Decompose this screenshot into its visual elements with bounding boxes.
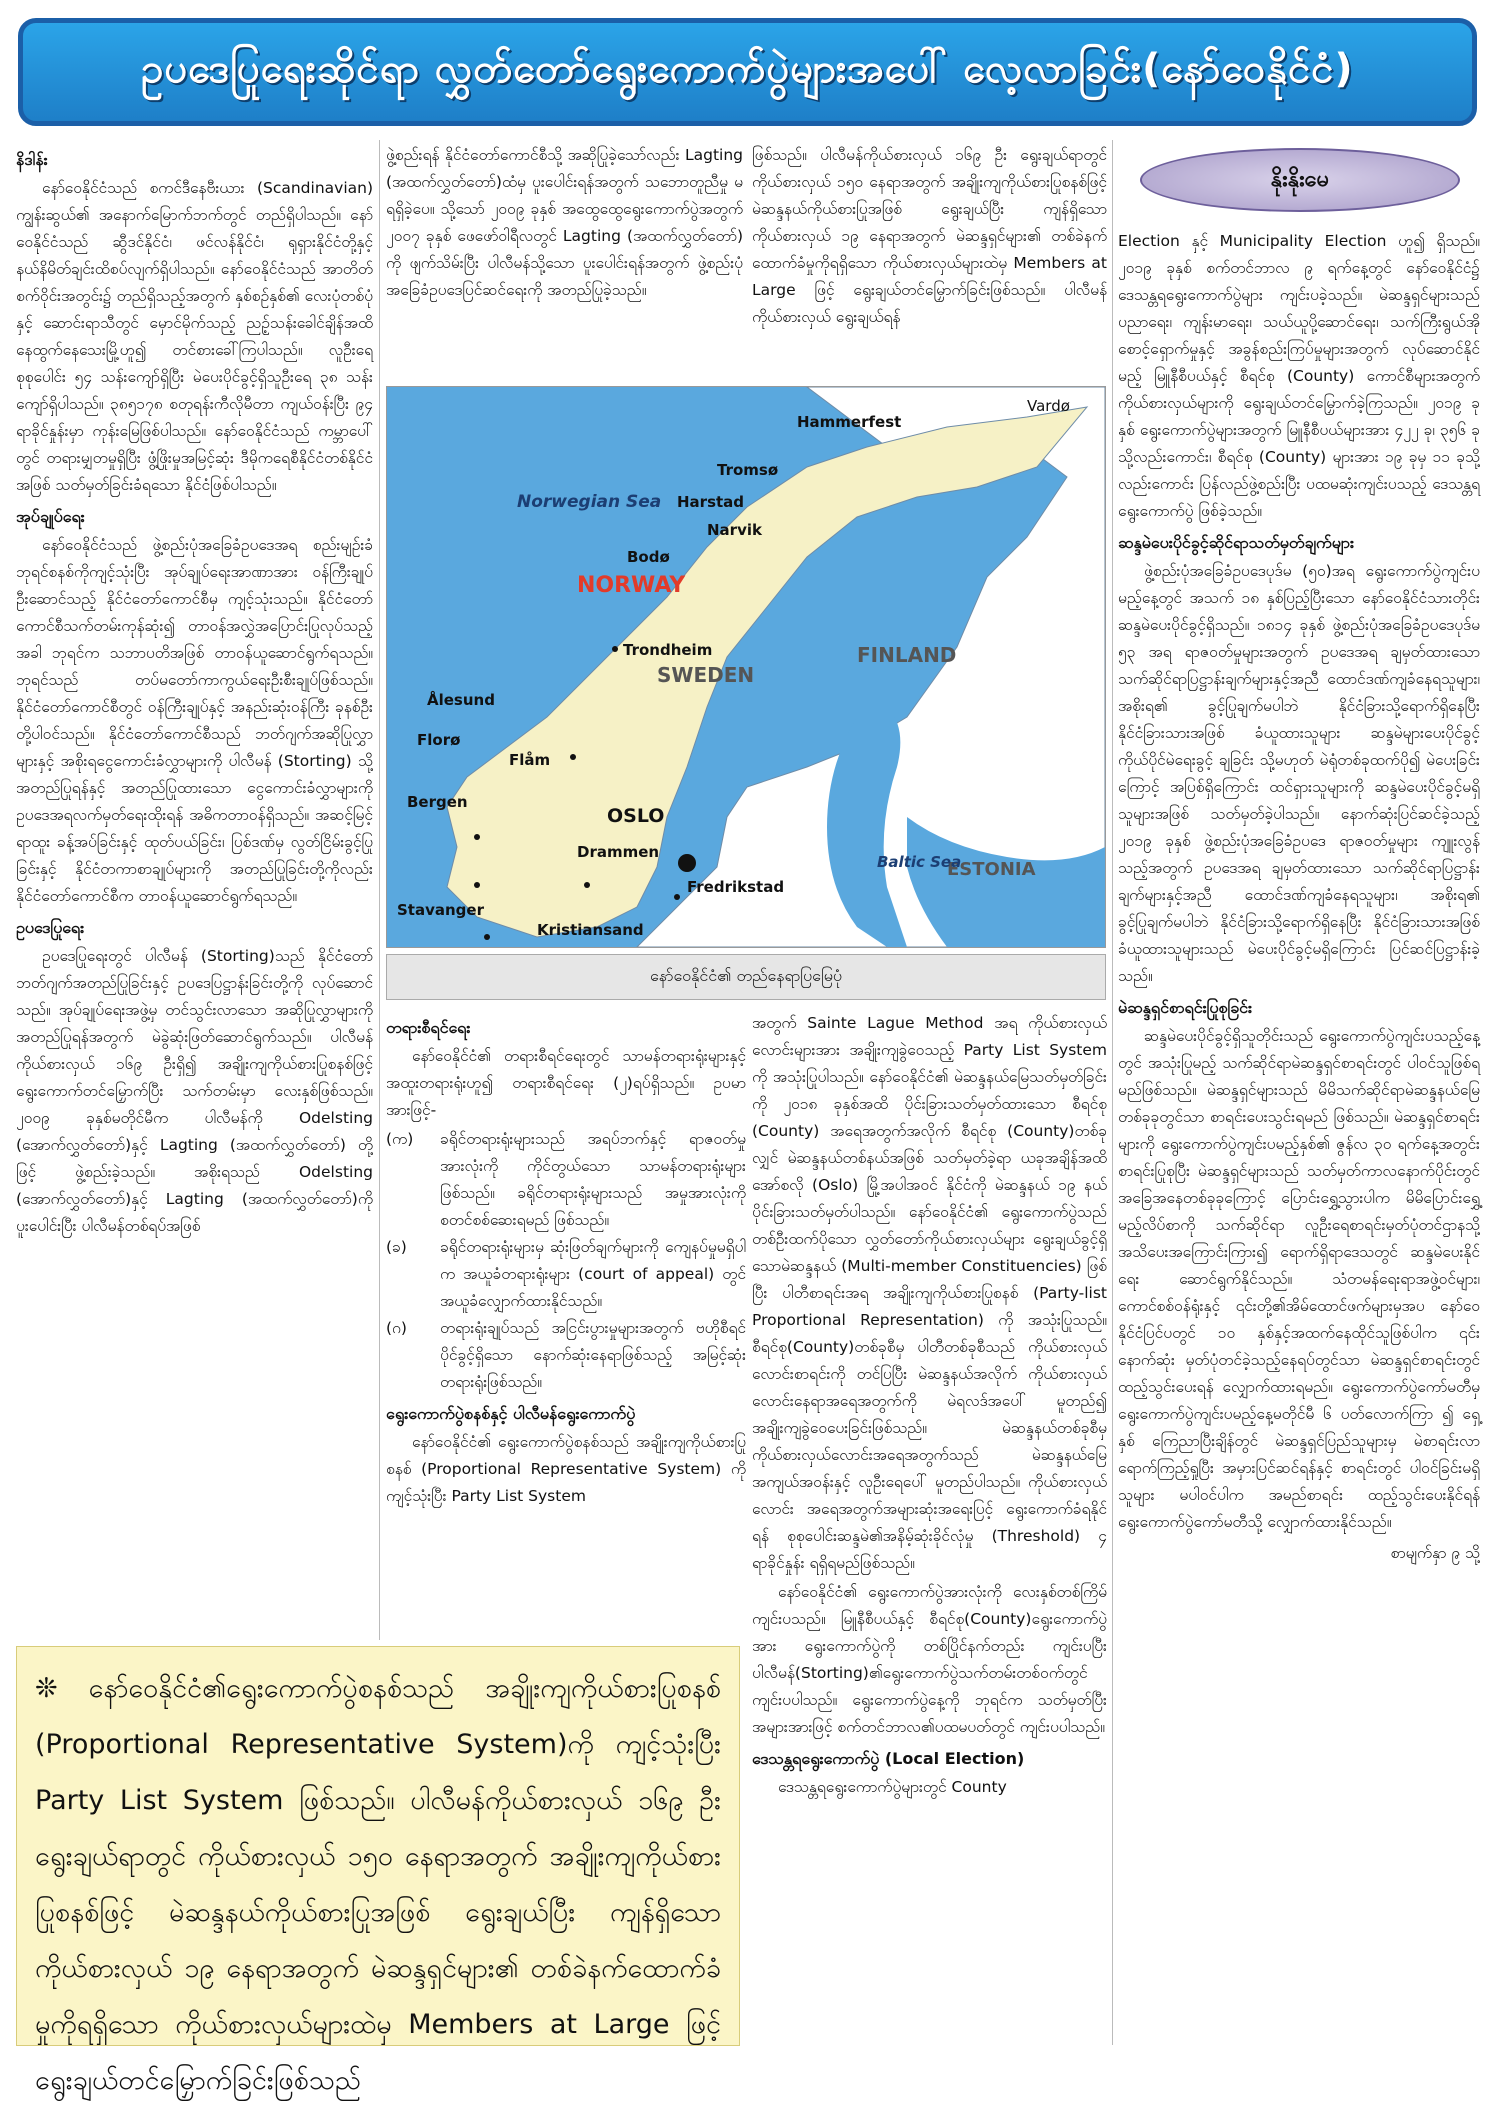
list-item — [386, 1126, 746, 1234]
paragraph: နော်ဝေနိုင်ငံ၏ တရားစီရင်ရေးတွင် သာမန်တရားရုံးများနှင့် အထူးတရားရုံးဟူ၍ တရားစီရင်ရေး (၂)ရပ်ရှိသည်။ ဥပမာအားဖြင့်- — [386, 1047, 746, 1119]
paragraph: Election နှင့် Municipality Election ဟူ၍ ရှိသည်။ ၂၀၁၉ ခုနှစ် စက်တင်ဘာလ ၉ ရက်နေ့တွင် နော်ဝေနိုင်ငံ၌ ဒေသန္တရရွေးကောက်ပွဲများ ကျင်းပခဲ့သည်။ မဲဆန္ဒရှင်များသည် ပညာရေး၊ ကျန်းမာရေး၊ သယ်ယူပို့ဆောင်ရေး၊ သက်ကြီးရွယ်အိုစောင့်ရှောက်မှုနှင့် အခွန်စည်းကြပ်မှုများအတွက် လုပ်ဆောင်နိုင်မည့် မြူနီစီပယ်နှင့် စီရင်စု (County) ကောင်စီများအတွက် ကိုယ်စားလှယ်များကို ရွေးချယ်တင်မြှောက်ခဲ့ကြသည်။ ၂၀၁၉ ခုနှစ် ရွေးကောက်ပွဲများအတွက် မြူနီစီပယ်များအား ၄၂၂ ခု၊ ၃၅၆ ခုသို့လည်းကောင်း၊ စီရင်စု (County) များအား ၁၉ ခုမှ ၁၁ ခုသို့လည်းကောင်း ပြန်လည်ဖွဲ့စည်းပြီး ပထမဆုံးကျင်းပသည့် ဒေသန္တရရွေးကောက်ပွဲ ဖြစ်ခဲ့သည်။ — [1118, 232, 1480, 520]
section-heading-legislature: ဥပဒေပြုရေး — [16, 918, 85, 937]
map-oslo-marker — [678, 854, 696, 872]
map-label-bodo: Bodø — [627, 548, 670, 566]
section-heading-background: နိဒါန်း — [16, 150, 48, 169]
column-divider — [1112, 140, 1113, 2045]
paragraph: နော်ဝေနိုင်ငံ၏ ရွေးကောက်ပွဲအားလုံးကို လေးနှစ်တစ်ကြိမ် ကျင်းပသည်။ မြူနီစီပယ်နှင့် စီရင်စု(County)ရွေးကောက်ပွဲအား ရွေးကောက်ပွဲကို တစ်ပြိုင်နက်တည်း ကျင်းပပြီး ပါလီမန်(Storting)၏ရွေးကောက်ပွဲသက်တမ်းတစ်ဝက်တွင် ကျင်းပပါသည်။ ရွေးကောက်ပွဲနေ့ကို ဘုရင်က သတ်မှတ်ပြီး အများအားဖြင့် စက်တင်ဘာလ၏ပထမပတ်တွင် ကျင်းပပါသည်။ — [752, 1583, 1107, 1736]
map-label-trondheim: Trondheim — [623, 641, 713, 659]
column-2-bottom — [386, 1010, 746, 1512]
map-label-norwegian-sea: Norwegian Sea — [517, 492, 662, 512]
section-heading-electoral-system: ရွေးကောက်ပွဲစနစ်နှင့် ပါလီမန်ရွေးကောက်ပွဲ — [386, 1404, 636, 1423]
paragraph: အတွက် Sainte Lague Method အရ ကိုယ်စားလှယ်လောင်းများအား အချိုးကျခွဲဝေသည့် Party List System ကို အသုံးပြုပါသည်။ နော်ဝေနိုင်ငံ၏ မဲဆန္ဒနယ်မြေသတ်မှတ်ခြင်းကို ၂၀၁၈ ခုနှစ်အထိ ပိုင်းခြားသတ်မှတ်ထားသော စီရင်စု (County) အရေအတွက်အလိုက် စီရင်စု (County)တစ်ခုလျှင် မဲဆန္ဒနယ်တစ်နယ်အဖြစ် သတ်မှတ်ခဲ့ရာ ယခုအချိန်အထိ အော်စလို (Oslo) မြို့အပါအဝင် နိုင်ငံကို မဲဆန္ဒနယ် ၁၉ နယ် ပိုင်းခြားသတ်မှတ်ပါသည်။ နော်ဝေနိုင်ငံ၏ ရွေးကောက်ပွဲသည် တစ်ဦးထက်ပိုသော လွှတ်တော်ကိုယ်စားလှယ်များ ရွေးချယ်ခွင့်ရှိသောမဲဆန္ဒနယ် (Multi-member Constituencies) ဖြစ်ပြီး ပါတီစာရင်းအရ အချိုးကျကိုယ်စားပြုစနစ် (Party-list Proportional Representation) ကို အသုံးပြုသည်။ စီရင်စု(County)တစ်ခုစီမှ ပါတီတစ်ခုစီသည် ကိုယ်စားလှယ်လောင်းစာရင်းကို တင်ပြပြီး မဲဆန္ဒနယ်အလိုက် ကိုယ်စားလှယ်လောင်းနေရာအရေအတွက်ကို မဲရလဒ်အပေါ် မူတည်၍ အချိုးကျခွဲဝေပေးခြင်းဖြစ်သည်။ မဲဆန္ဒနယ်တစ်ခုစီမှ ကိုယ်စားလှယ်လောင်းအရေအတွက်သည် မဲဆန္ဒနယ်မြေအကျယ်အဝန်းနှင့် လူဦးရေပေါ် မူတည်ပါသည်။ ကိုယ်စားလှယ်လောင်း အရေအတွက်အများဆုံးအရေးပြင့် ရွေးကောက်ခံရနိုင်ရန် စုစုပေါင်းဆန္ဒမဲ၏အနိမ့်ဆုံးခိုင်လုံမှု (Threshold) ၄ ရာခိုင်နှုန်း ရရှိရမည်ဖြစ်သည်။ — [752, 1014, 1107, 1572]
map-city-dot — [612, 646, 618, 652]
list-item — [386, 1315, 746, 1396]
map-label-flam: Flåm — [509, 751, 551, 769]
map-label-estonia: ESTONIA — [947, 859, 1036, 880]
map-city-dot — [484, 934, 490, 940]
list-item-text: ခရိုင်တရားရုံးများသည် အရပ်ဘက်နှင့် ရာဇဝတ်မှုအားလုံးကို ကိုင်တွယ်သော သာမန်တရားရုံးများဖြစ်သည်။ ခရိုင်တရားရုံးများသည် အမှုအားလုံးကို စတင်စစ်ဆေးရမည် ဖြစ်သည်။ — [440, 1130, 746, 1229]
map-label-tromso: Tromsø — [717, 461, 779, 479]
author-byline: နိုးနိုးမေ — [1140, 148, 1460, 212]
headline-title: ဥပဒေပြုရေးဆိုင်ရာ လွှတ်တော်ရွေးကောက်ပွဲများအပေါ် လေ့လာခြင်း(နော်ဝေနိုင်ငံ) — [141, 45, 1354, 92]
paragraph: ဆန္ဒမဲပေးပိုင်ခွင့်ရှိသူတိုင်းသည် ရွေးကောက်ပွဲကျင်းပသည့်နေ့တွင် အသုံးပြုမည့် သက်ဆိုင်ရာမဲဆန္ဒရှင်စာရင်းတွင် ပါဝင်သူဖြစ်ရမည်ဖြစ်သည်။ မဲဆန္ဒရှင်များသည် မိမိသက်ဆိုင်ရာမဲဆန္ဒနယ်မြေတစ်ခုခုတွင်သာ စာရင်းပေးသွင်းရမည် ဖြစ်သည်။ မဲဆန္ဒရှင်စာရင်းများကို ရွေးကောက်ပွဲကျင်းပမည့်နှစ်၏ ဇွန်လ ၃၀ ရက်နေ့အတွင်း စာရင်းပြုစုပြီး မဲဆန္ဒရှင်များသည် သတ်မှတ်ကာလနောက်ပိုင်းတွင် အခြေအနေတစ်ခုခုကြောင့် ပြောင်းရွှေ့သွားပါက မိမိပြောင်းရွှေ့မည့်လိပ်စာကို သက်ဆိုင်ရာ လူဦးရေစာရင်းမှတ်ပုံတင်ဌာနသို့ အသိပေးအကြောင်းကြား၍ ရောက်ရှိရာဒေသတွင် ဆန္ဒမဲပေးနိုင်ရေး ဆောင်ရွက်နိုင်သည်။ သံတမန်ရေးရာအဖွဲ့ဝင်များ၊ ကောင်စစ်ဝန်ရုံးနှင့် ၎င်းတို့၏အိမ်ထောင်ဖက်များမှအပ နော်ဝေနိုင်ငံပြင်ပတွင် ၁၀ နှစ်နှင့်အထက်နေထိုင်သူဖြစ်ပါက ၎င်းနောက်ဆုံး မှတ်ပုံတင်ခဲ့သည့်နေရပ်တွင်သာ မဲဆန္ဒရှင်စာရင်းတွင် ထည့်သွင်းပေးရန် လျှောက်ထားရမည်။ ရွေးကောက်ပွဲကော်မတီမှ ရွေးကောက်ပွဲကျင်းပမည့်နေ့မတိုင်မီ ၆ ပတ်လောက်ကြာ ၍ ရှေ့နှစ် ကြေညာပြီးချိန်တွင် မဲဆန္ဒရှင်ပြည်သူများမှ မဲစာရင်းလာရောက်ကြည့်ရှုပြီး အမှားပြင်ဆင်ရန်နှင့် စာရင်းတွင် ပါဝင်ခြင်းမရှိသူများ မပါဝင်ပါက အမည်စာရင်း ထည့်သွင်းပေးနိုင်ရန် ရွေးကောက်ပွဲကော်မတီသို့ လျှောက်ထားနိုင်သည်။ — [1118, 1027, 1480, 1531]
map-label-oslo: OSLO — [607, 805, 665, 827]
paragraph: နော်ဝေနိုင်ငံသည် စကင်ဒီနေဗီးယား (Scandinavian) ကျွန်းဆွယ်၏ အနောက်မြောက်ဘက်တွင် တည်ရှိပါသည်။ နော်ဝေနိုင်ငံသည် ဆွီဒင်နိုင်ငံ၊ ဖင်လန်နိုင်ငံ၊ ရုရှားနိုင်ငံတို့နှင့် နယ်နိမိတ်ချင်းထိစပ်လျက်ရှိပါသည်။ နော်ဝေနိုင်ငံသည် အာတိတ်စက်ဝိုင်းအတွင်း၌ တည်ရှိသည့်အတွက် နှစ်စဉ်နှစ်၏ လေးပုံတစ်ပုံ နှင့် ဆောင်းရာသီတွင် မှောင်မိုက်သည့် ညဉ့်သန်းခေါင်ချိန်အထိ နေထွက်နေသေးမြို့ဟူ၍ တင်စားခေါ်ကြပါသည်။ လူဦးရေ စုစုပေါင်း ၅၄ သန်းကျော်ရှိပြီး မဲပေးပိုင်ခွင့်ရှိသူဦးရေ ၃၈ သန်းကျော်ရှိပါသည်။ ၃၈၅၁၇၈ စတုရန်းကီလိုမီတာ ကျယ်ဝန်းပြီး ၉၄ ရာခိုင်နှုန်းမှာ ကုန်းမြေဖြစ်ပါသည်။ နော်ဝေနိုင်ငံသည် ကမ္ဘာပေါ်တွင် တရားမျှတမှုရှိပြီး ဖွံ့ဖြိုးမှုအမြင့်ဆုံး ဒီမိုကရေစီနိုင်ငံတစ်နိုင်ငံအဖြစ် သတ်မှတ်ခြင်းခံရသော နိုင်ငံဖြစ်ပါသည်။ — [16, 179, 373, 494]
map-label-finland: FINLAND — [857, 643, 957, 667]
list-item-number: (ဂ) — [386, 1319, 407, 1337]
column-1 — [16, 142, 373, 1242]
column-3-bottom — [752, 1010, 1107, 1803]
map-city-dot — [584, 882, 590, 888]
map-label-bergen: Bergen — [407, 793, 468, 811]
map-label-kristiansand: Kristiansand — [537, 921, 644, 939]
map-city-dot — [474, 834, 480, 840]
map-city-dot — [674, 894, 680, 900]
map-label-alesund: Ålesund — [427, 691, 495, 709]
map-label-stavanger: Stavanger — [397, 901, 484, 919]
column-4 — [1118, 228, 1480, 1567]
pull-quote-box — [16, 1646, 740, 2096]
section-heading-voting-rights: ဆန္ဒမဲပေးပိုင်ခွင့်ဆိုင်ရာသတ်မှတ်ချက်များ — [1118, 533, 1354, 552]
list-item-number: (က) — [386, 1130, 414, 1148]
map-label-harstad: Harstad — [677, 493, 745, 511]
map-caption: နော်ဝေနိုင်ငံ၏ တည်နေရာပြမြေပုံ — [386, 954, 1106, 1000]
headline-banner — [18, 18, 1477, 126]
norway-map — [386, 386, 1106, 948]
map-label-drammen: Drammen — [577, 843, 660, 861]
map-label-vardo: Vardø — [1027, 397, 1070, 415]
map-label-hammerfest: Hammerfest — [797, 413, 902, 431]
map-label-sweden: SWEDEN — [657, 663, 755, 687]
paragraph: နော်ဝေနိုင်ငံသည် ဖွဲ့စည်းပုံအခြေခံဥပဒေအရ စည်းမျဉ်းခံဘုရင်စနစ်ကိုကျင့်သုံးပြီး အုပ်ချုပ်ရေးအာဏာအား ဝန်ကြီးချုပ်ဦးဆောင်သည့် နိုင်ငံတော်ကောင်စီမှ ကျင့်သုံးသည်။ နိုင်ငံတော်ကောင်စီသက်တမ်းကုန်ဆုံး၍ တာဝန်အလွှဲအပြောင်းပြုလုပ်သည့်အခါ ဘုရင်က သဘာပတိအဖြစ် တာဝန်ယူဆောင်ရွက်ရသည်။ ဘုရင်သည် တပ်မတော်ကာကွယ်ရေးဦးစီးချုပ်ဖြစ်သည်။ နိုင်ငံတော်ကောင်စီတွင် ဝန်ကြီးချုပ်နှင့် အနည်းဆုံးဝန်ကြီး ခုနစ်ဦးတို့ပါဝင်သည်။ နိုင်ငံတော်ကောင်စီသည် ဘတ်ဂျက်အဆိုပြုလွှာများနှင့် အစိုးရငွေကောင်းခံလွှာများကို ပါလီမန် (Storting) သို့ အတည်ပြုရန်နှင့် အတည်ပြုထားသော ငွေကောင်းခံလွှာများကို ဥပဒေအရလက်မှတ်ရေးထိုးရန် အဓိကတာဝန်ရှိသည်။ အဆင့်မြင့်ရာထူး ခန့်အပ်ခြင်းနှင့် ထုတ်ပယ်ခြင်း၊ ပြစ်ဒဏ်မှ လွတ်ငြိမ်းခွင့်ပြုခြင်းနှင့် နိုင်ငံတကာစာချုပ်များကို အတည်ပြုခြင်းတို့ကိုလည်း နိုင်ငံတော်ကောင်စီက တာဝန်ယူဆောင်ရွက်ရသည်။ — [16, 536, 373, 905]
map-label-narvik: Narvik — [707, 521, 762, 539]
section-heading-government: အုပ်ချုပ်ရေး — [16, 507, 85, 526]
section-heading-local-election: ဒေသန္တရရွေးကောက်ပွဲ (Local Election) — [752, 1749, 1025, 1768]
section-heading-voter-registration: မဲဆန္ဒရှင်စာရင်းပြုစုခြင်း — [1118, 998, 1253, 1017]
map-city-dot — [474, 882, 480, 888]
map-label-floro: Florø — [417, 731, 461, 749]
paragraph: ဖွဲ့စည်းပုံအခြေခံဥပဒေပုဒ်မ (၅၀)အရ ရွေးကောက်ပွဲကျင်းပမည့်နေ့တွင် အသက် ၁၈ နှစ်ပြည့်ပြီးသော နော်ဝေနိုင်ငံသားတိုင်း ဆန္ဒမဲပေးပိုင်ခွင့်ရှိသည်။ ၁၈၁၄ ခုနှစ် ဖွဲ့စည်းပုံအခြေခံဥပဒေပုဒ်မ ၅၃ အရ ရာဇဝတ်မှုများအတွက် ဥပဒေအရ ချမှတ်ထားသော သက်ဆိုင်ရာပြဋ္ဌာန်းချက်များနှင့်အညီ ထောင်ဒဏ်ကျခံနေရသူများ၊ အစိုးရ၏ ခွင့်ပြုချက်မပါဘဲ နိုင်ငံခြားသို့ရောက်ရှိနေပြီး နိုင်ငံခြားသားအဖြစ် ခံယူထားသူများ ဆန္ဒမဲများပေးပိုင်ခွင့် ကိုယ်ပိုင်မဲရေးခွင့် ချခြင်း သို့မဟုတ် မဲရုံတစ်ခုထက်ပို၍ မဲပေးခြင်းကြောင့် အပြစ်ရှိကြောင်း ထင်ရှားသူများကို ဆန္ဒမဲပေးပိုင်ခွင့်မရှိသူများအဖြစ် သတ်မှတ်ခဲ့ပါသည်။ နောက်ဆုံးပြင်ဆင်ခဲ့သည့် ၂၀၁၉ ခုနှစ် ဖွဲ့စည်းပုံအခြေခံဥပဒေ ရာဇဝတ်မှုများ ကျူးလွန်သည့်အတွက် ဥပဒေအရ ချမှတ်ထားသော သက်ဆိုင်ရာပြဋ္ဌာန်းချက်များနှင့်အညီ ထောင်ဒဏ်ကျခံနေရသူများ၊ အစိုးရ၏ ခွင့်ပြုချက်မပါဘဲ နိုင်ငံခြားသို့ရောက်ရှိနေပြီး နိုင်ငံခြားသားအဖြစ် ခံယူထားသူများသည် မဲပေးပိုင်ခွင့်မရှိကြောင်း ပြင်ဆင်ပြဋ္ဌာန်းခဲ့သည်။ — [1118, 562, 1480, 985]
column-3-top — [752, 142, 1107, 333]
list-item-text: တရားရုံးချုပ်သည် အငြင်းပွားမှုများအတွက် ဗဟိုစီရင်ပိုင်ခွင့်ရှိသော နောက်ဆုံးနေရာဖြစ်သည့် အမြင့်ဆုံးတရားရုံးဖြစ်သည်။ — [440, 1319, 746, 1391]
continued-on-page: စာမျက်နှာ ၉ သို့ — [1390, 1544, 1480, 1562]
pull-quote-bullet-icon: ❊ — [35, 1673, 58, 1704]
map-label-norway: NORWAY — [577, 573, 686, 598]
paragraph: ဖြစ်သည်။ ပါလီမန်ကိုယ်စားလှယ် ၁၆၉ ဦး ရွေးချယ်ရာတွင် ကိုယ်စားလှယ် ၁၅၀ နေရာအတွက် အချိုးကျကိုယ်စားပြုစနစ်ဖြင့် မဲဆန္ဒနယ်ကိုယ်စားပြုအဖြစ် ရွေးချယ်ပြီး ကျန်ရှိသောကိုယ်စားလှယ် ၁၉ နေရာအတွက် မဲဆန္ဒရှင်များ၏ တစ်ခဲနက်ထောက်ခံမှုကိုရရှိသော ကိုယ်စားလှယ်များထဲမှ Members at Large ဖြင့် ရွေးချယ်တင်မြှောက်ခြင်းဖြစ်သည်။ ပါလီမန်ကိုယ်စားလှယ် ရွေးချယ်ရန် — [752, 146, 1107, 326]
column-2-top — [386, 142, 743, 306]
paragraph: ဖွဲ့စည်းရန် နိုင်ငံတော်ကောင်စီသို့ အဆိုပြုခဲ့သော်လည်း Lagting (အထက်လွှတ်တော်)ထံမှ ပူးပေါင်းရန်အတွက် သဘောတူညီမှု မရရှိခဲ့ပေ။ သို့သော် ၂၀၀၉ ခုနှစ် အထွေထွေရွေးကောက်ပွဲအတွက် ၂၀၀၇ ခုနှစ် ဖေဖော်ဝါရီလတွင် Lagting (အထက်လွှတ်တော်) ကို ဖျက်သိမ်းပြီး ပါလီမန်သို့သော ပူးပေါင်းရန်အတွက် ဖွဲ့စည်းပုံအခြေခံဥပဒေပြင်ဆင်ရေးကို အတည်ပြုခဲ့သည်။ — [386, 146, 743, 299]
map-label-fredrikstad: Fredrikstad — [687, 878, 785, 896]
paragraph: ဥပဒေပြုရေးတွင် ပါလီမန် (Storting)သည် နိုင်ငံတော်ဘတ်ဂျက်အတည်ပြုခြင်းနှင့် ဥပဒေပြဋ္ဌာန်းခြင်းတို့ကို လုပ်ဆောင်သည်။ အုပ်ချုပ်ရေးအဖွဲ့မှ တင်သွင်းလာသော အဆိုပြုလွှာများကို အတည်ပြုရန်အတွက် မဲခွဲဆုံးဖြတ်ဆောင်ရွက်သည်။ ပါလီမန်ကိုယ်စားလှယ် ၁၆၉ ဦးရှိ၍ အချိုးကျကိုယ်စားပြုစနစ်ဖြင့် ရွေးကောက်တင်မြှောက်ပြီး သက်တမ်းမှာ လေးနှစ်ဖြစ်သည်။ ၂၀၀၉ ခုနှစ်မတိုင်မီက ပါလီမန်ကို Odelsting (အောက်လွှတ်တော်)နှင့် Lagting (အထက်လွှတ်တော်) တို့ဖြင့် ဖွဲ့စည်းခဲ့သည်။ အစိုးရသည် Odelsting (အောက်လွှတ်တော်)နှင့် Lagting (အထက်လွှတ်တော်)ကို ပူးပေါင်းပြီး ပါလီမန်တစ်ရပ်အဖြစ် — [16, 947, 373, 1235]
section-heading-judiciary: တရားစီရင်ရေး — [386, 1018, 471, 1037]
paragraph: ဒေသန္တရရွေးကောက်ပွဲများတွင် County — [778, 1778, 1007, 1796]
map-graphic — [387, 387, 1105, 947]
map-label-baltic-sea: Baltic Sea — [877, 853, 962, 871]
paragraph: နော်ဝေနိုင်ငံ၏ ရွေးကောက်ပွဲစနစ်သည် အချိုးကျကိုယ်စားပြုစနစ် (Proportional Representative System) ကို ကျင့်သုံးပြီး Party List System — [386, 1433, 746, 1505]
list-item — [386, 1234, 746, 1315]
pull-quote-text: နော်ဝေနိုင်ငံ၏ရွေးကောက်ပွဲစနစ်သည် အချိုးကျကိုယ်စားပြုစနစ် (Proportional Representative System)ကို ကျင့်သုံးပြီး Party List System ဖြစ်သည်။ ပါလီမန်ကိုယ်စားလှယ် ၁၆၉ ဦး ရွေးချယ်ရာတွင် ကိုယ်စားလှယ် ၁၅၀ နေရာအတွက် အချိုးကျကိုယ်စားပြုစနစ်ဖြင့် မဲဆန္ဒနယ်ကိုယ်စားပြုအဖြစ် ရွေးချယ်ပြီး ကျန်ရှိသောကိုယ်စားလှယ် ၁၉ နေရာအတွက် မဲဆန္ဒရှင်များ၏ တစ်ခဲနက်ထောက်ခံမှုကိုရရှိသော ကိုယ်စားလှယ်များထဲမှ Members at Large ဖြင့် ရွေးချယ်တင်မြှောက်ခြင်းဖြစ်သည် — [35, 1673, 721, 2096]
map-city-dot — [570, 754, 576, 760]
list-item-text: ခရိုင်တရားရုံးများမှ ဆုံးဖြတ်ချက်များကို ကျေနပ်မှုမရှိပါက အယူခံတရားရုံးများ (court of appeal) တွင် အယူခံလျှောက်ထားနိုင်သည်။ — [440, 1238, 746, 1310]
column-divider — [379, 140, 380, 1640]
list-item-number: (ခ) — [386, 1238, 407, 1256]
